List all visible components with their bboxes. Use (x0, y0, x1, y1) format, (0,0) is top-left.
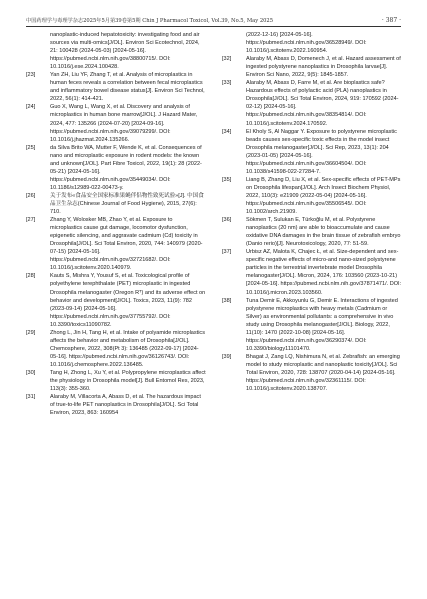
reference-item (222, 297, 402, 353)
reference-number: [32] (222, 56, 232, 63)
reference-text: Bhagat J, Zang LQ, Nishimura N, et al. Zebrafish: an emerging model to study microplastic and nanoplastic toxicity[J/OL]. Sci Total Environ, 2020, 728: 138707 (2020-04-14) [2024-05-16]. https://pubmed.ncbi.nlm.nih.gov/32361115/. DOI: 10.1016/j.scitotenv.2020.138707. (246, 353, 400, 393)
reference-number: [25] (26, 144, 36, 151)
reference-item (26, 329, 206, 369)
reference-number: [39] (222, 353, 232, 360)
reference-number: [30] (26, 369, 36, 376)
reference-column-left (26, 31, 206, 417)
reference-text: Zhong L, Jin H, Tang H, et al. Intake of polyamide microplastics affects the behavior and metabolism of Drosophila[J/OL]. Chemosphere, 2022, 308(Pt 3): 136485 (2022-09-17) [2024-05-16]. https://pubmed.ncbi.nlm.nih.gov/36126743/. DOI: 10.1016/j.chemosphere.2022.136485. (50, 329, 205, 368)
reference-text: Yan ZH, Liu YF, Zhang T, et al. Analysis of microplastics in human feces reveals a correlation between fecal microplastics and inflammatory bowel disease status[J]. Environ Sci Technol, 2022, 56(1): 414-421. (50, 72, 205, 103)
reference-number: [23] (26, 72, 36, 79)
reference-text: (2022-12-16) [2024-05-16]. https://pubmed.ncbi.nlm.nih.gov/36528949/. DOI: 10.1016/j.scitotenv.2022.160954. (246, 32, 367, 55)
reference-text: Kauts S, Mishra Y, Yousuf S, et al. Toxicological profile of polyethylene terephthalate (PET) microplastic in ingested Drosophila melanogaster (Oregon Rᵀ) and its adverse effect on behavior and development[J/OL]. Toxics, 2023, 11(9): 782 (2023-09-14) [2024-05-16]. https://pubmed.ncbi.nlm.nih.gov/37755792/. DOI: 10.3390/toxics11090782. (50, 273, 206, 328)
page-number: · 387 · (381, 17, 401, 24)
reference-number: [27] (26, 217, 36, 224)
reference-number: [28] (26, 273, 36, 280)
reference-number: [24] (26, 104, 36, 111)
reference-number: [35] (222, 176, 232, 183)
reference-text: Alaraby M, Villacorta A, Abass D, et al. The hazardous impact of true-to-life PET nanoplastics in Drosophila[J/OL]. Sci Total Environ, 2023, 863: 160954 (50, 394, 201, 417)
reference-item (222, 353, 402, 393)
reference-item (222, 248, 402, 296)
reference-text: 关于发布«食品安全国家标准果蝇伴侣物性致死试验»[J]. 中国食品卫生杂志(Chinese Journal of Food Hygiene), 2015, 27(6): 710. (50, 192, 204, 216)
reference-number: [37] (222, 249, 232, 256)
reference-item (222, 55, 402, 79)
reference-number: [31] (26, 394, 36, 401)
reference-text: Guo X, Wang L, Wang X, et al. Discovery and analysis of microplastics in human bone marrow[J/OL]. J Hazard Mater, 2024, 477: 135266 (2024-07-20) [2024-09-16]. https://pubmed.ncbi.nlm.nih.gov/39079299/. DOI: 10.1016/j.jhazmat.2024.135266. (50, 104, 198, 143)
reference-item (222, 128, 402, 176)
reference-number: [36] (222, 217, 232, 224)
reference-text: Urbisz AZ, Malota K, Chajec Ł, et al. Size-dependent and sex-specific negative effects of micro-and nano-sized polystyrene particles in the terrestrial invertebrate model Drosophila melanogaster[J/OL]. Micron, 2024, 176: 103560 (2023-10-21) [2024-05-16]. https://pubmed.ncbi.nlm.nih.gov/37871471/. DOI: 10.1016/j.micron.2023.103560. (246, 249, 402, 296)
running-header (26, 10, 401, 24)
reference-text: Zhang Y, Wolosker MB, Zhao Y, et al. Exposure to microplastics cause gut damage, locomotor dysfunction, epigenetic silencing, and aggravate cadmium (Cd) toxicity in Drosophila[J/OL]. Sci Total Environ, 2020, 744: 140979 (2020-07-15) [2024-05-16]. https://pubmed.ncbi.nlm.nih.gov/32721682/. DOI: 10.1016/j.scitotenv.2020.140979. (50, 217, 203, 272)
reference-column-right (222, 31, 402, 393)
reference-item (26, 144, 206, 192)
reference-text: Sökmen T, Sulukan E, Türkoğlu M, et al. Polystyrene nanoplastics (20 nm) are able to bioaccumulate and cause oxidative DNA damages in the brain tissue of zebrafish embryo (Danio rerio)[J]. Neurotoxicology, 2020, 77: 51-59. (246, 217, 401, 248)
reference-text: nanoplastic-induced hepatotoxicity: investigating food and air sources via multi-omics[J/OL]. Environ Sci Ecotechnol, 2024, 21: 100428 (2024-05-03) [2024-05-16]. https://pubmed.ncbi.nlm.nih.gov/38800715/. DOI: 10.1016/j.ese.2024.100428. (50, 32, 200, 71)
reference-item (222, 216, 402, 248)
reference-item (26, 272, 206, 328)
journal-citation-line: 中国药理学与毒理学杂志2025年5月第39卷第5期 Chin J Pharmacol Toxicol, Vol.39, No.5, May 2025 (26, 18, 274, 24)
reference-continuation (222, 31, 402, 55)
reference-item (26, 369, 206, 393)
reference-text: da Silva Brito WA, Mutter F, Wende K, et al. Consequences of nano and microplastic exposure in rodent models: the known and unknown[J/OL]. Part Fibre Toxicol, 2022, 19(1): 28 (2022-05-21) [2024-05-16]. https://pubmed.ncbi.nlm.nih.gov/35449034/. DOI: 10.1186/s12989-022-00473-y. (50, 144, 202, 191)
reference-continuation (26, 31, 206, 71)
reference-number: [34] (222, 128, 232, 135)
reference-item (222, 176, 402, 216)
reference-text: Alaraby M, Abass D, Domenech J, et al. Hazard assessment of ingested polystyrene nanoplastics in Drosophila larvae[J]. Environ Sci Nano, 2022, 9(5): 1845-1857. (246, 56, 401, 79)
reference-item (26, 216, 206, 272)
reference-text: Liang B, Zhang D, Liu X, et al. Sex-specific effects of PET-MPs on Drosophila lifespan[J/OL]. Arch Insect Biochem Physiol, 2022, 110(3): e21909 (2022-05-04) [2024-05-16]. https://pubmed.ncbi.nlm.nih.gov/35506545/. DOI: 10.1002/arch.21909. (246, 176, 401, 216)
reference-number: [26] (26, 192, 36, 199)
reference-item (26, 393, 206, 417)
reference-item (26, 71, 206, 103)
reference-item (26, 103, 206, 143)
header-rule (26, 26, 401, 27)
reference-text: Tang H, Zhong L, Xu Y, et al. Polypropylene microplastics affect the physiology in Drosophila model[J]. Bull Entomol Res, 2023, 113(3): 355-360. (50, 369, 206, 393)
reference-item (26, 192, 206, 216)
reference-number: [33] (222, 80, 232, 87)
reference-text: Tuna Demir E, Akkoyunlu G, Demir E. Interactions of ingested polystyrene microplastics with heavy metals (Cadmium or Silver) as environmental pollutants: a comprehensive in vivo study using Drosophila melanogaster[J/OL]. Biology, 2022, 11(10): 1470 (2022-10-08) [2024-05-16]. https://pubmed.ncbi.nlm.nih.gov/36290374/. DOI: 10.3390/biology11101470. (246, 297, 398, 352)
reference-text: El Kholy S, Al Naggar Y. Exposure to polystyrene microplastic beads causes sex-specific toxic effects in the model insect Drosophila melanogaster[J/OL]. Sci Rep, 2023, 13(1): 204 (2023-01-05) [2024-05-16]. https://pubmed.ncbi.nlm.nih.gov/36604504/. DOI: 10.1038/s41598-022-27284-7. (246, 128, 397, 175)
reference-item (222, 79, 402, 127)
reference-number: [38] (222, 297, 232, 304)
reference-text: Alaraby M, Abass D, Farre M, et al. Are bioplastics safe? Hazardous effects of polylactic acid (PLA) nanoplastics in Drosophila[J/OL]. Sci Total Environ, 2024, 919: 170592 (2024-02-12) [2024-05-16]. https://pubmed.ncbi.nlm.nih.gov/38354814/. DOI: 10.1016/j.scitotenv.2024.170592. (246, 80, 399, 127)
reference-number: [29] (26, 329, 36, 336)
